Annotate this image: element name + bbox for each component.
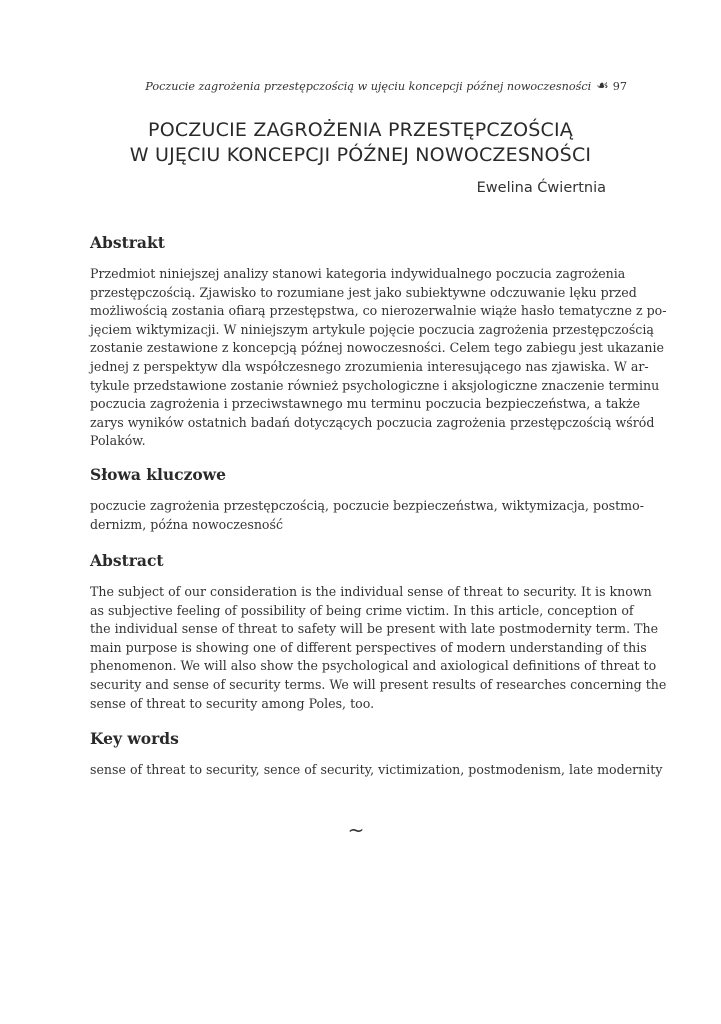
article-title xyxy=(90,118,631,168)
running-head-text: Poczucie zagrożenia przestępczością w ujęciu koncepcji późnej nowoczesności xyxy=(145,79,592,93)
abstrakt-text xyxy=(90,265,667,451)
article-title-line-1: POCZUCIE ZAGROŻENIA PRZESTĘPCZOŚCIĄ xyxy=(148,119,573,141)
abstrakt-line: tykule przedstawione zostanie również psychologiczne i aksjologiczne znaczenie terminu xyxy=(90,377,660,393)
heading-abstrakt: Abstrakt xyxy=(90,233,165,252)
keywords-en-line: sense of threat to security, sence of security, victimization, postmodenism, late modernity xyxy=(90,762,663,777)
keywords-pl-line: dernizm, późna nowoczesność xyxy=(90,516,284,532)
end-ornament-icon: ~ xyxy=(347,818,365,842)
author-name: Ewelina Ćwiertnia xyxy=(476,180,606,196)
abstrakt-line: zarys wyników ostatnich badań dotyczących poczucia zagrożenia przestępczością wśród xyxy=(90,414,655,430)
page-number: 97 xyxy=(612,79,627,93)
abstrakt-line: przestępczością. Zjawisko to rozumiane jest jako subiektywne odczuwanie lęku przed xyxy=(90,284,637,300)
key-words-text xyxy=(90,761,663,780)
keywords-pl-line: poczucie zagrożenia przestępczością, poczucie bezpieczeństwa, wiktymizacja, postmo- xyxy=(90,498,644,513)
abstrakt-line: jednej z perspektyw dla współczesnego zrozumienia interesującego nas zjawiska. W ar- xyxy=(90,358,649,374)
abstract-line: main purpose is showing one of different perspectives of modern understanding of this xyxy=(90,639,647,655)
abstrakt-line: poczucia zagrożenia i przeciwstawnego mu terminu poczucia bezpieczeństwa, a także xyxy=(90,396,641,412)
slowa-kluczowe-text xyxy=(90,497,644,534)
abstrakt-line: jęciem wiktymizacji. W niniejszym artykule pojęcie poczucia zagrożenia przestępczością xyxy=(90,321,654,337)
article-title-line-2: W UJĘCIU KONCEPCJI PÓŹNEJ NOWOCZESNOŚCI xyxy=(129,144,592,166)
abstrakt-line: możliwością zostania ofiarą przestępstwa, co nierozerwalnie wiąże hasło tematyczne z po- xyxy=(90,303,667,319)
abstract-line: The subject of our consideration is the individual sense of threat to security. It is known xyxy=(90,584,652,599)
abstract-line: phenomenon. We will also show the psychological and axiological definitions of threat to xyxy=(90,658,657,674)
heading-slowa-kluczowe: Słowa kluczowe xyxy=(90,465,226,484)
fleuron-icon: ☙ xyxy=(596,78,609,94)
abstract-line: the individual sense of threat to safety will be present with late postmodernity term. The xyxy=(90,621,659,637)
heading-key-words: Key words xyxy=(90,729,179,748)
abstract-line: sense of threat to security among Poles, too. xyxy=(90,695,375,711)
abstrakt-line: Przedmiot niniejszej analizy stanowi kategoria indywidualnego poczucia zagrożenia xyxy=(90,266,626,281)
abstract-line: security and sense of security terms. We will present results of researches concerning the xyxy=(90,676,667,692)
abstrakt-line: Polaków. xyxy=(90,433,146,449)
abstract-text xyxy=(90,583,667,713)
running-head xyxy=(145,78,627,94)
abstract-line: as subjective feeling of possibility of being crime victim. In this article, conception of xyxy=(90,602,634,618)
heading-abstract: Abstract xyxy=(90,551,164,570)
abstrakt-line: zostanie zestawione z koncepcją późnej nowoczesności. Celem tego zabiegu jest ukazanie xyxy=(90,340,664,356)
